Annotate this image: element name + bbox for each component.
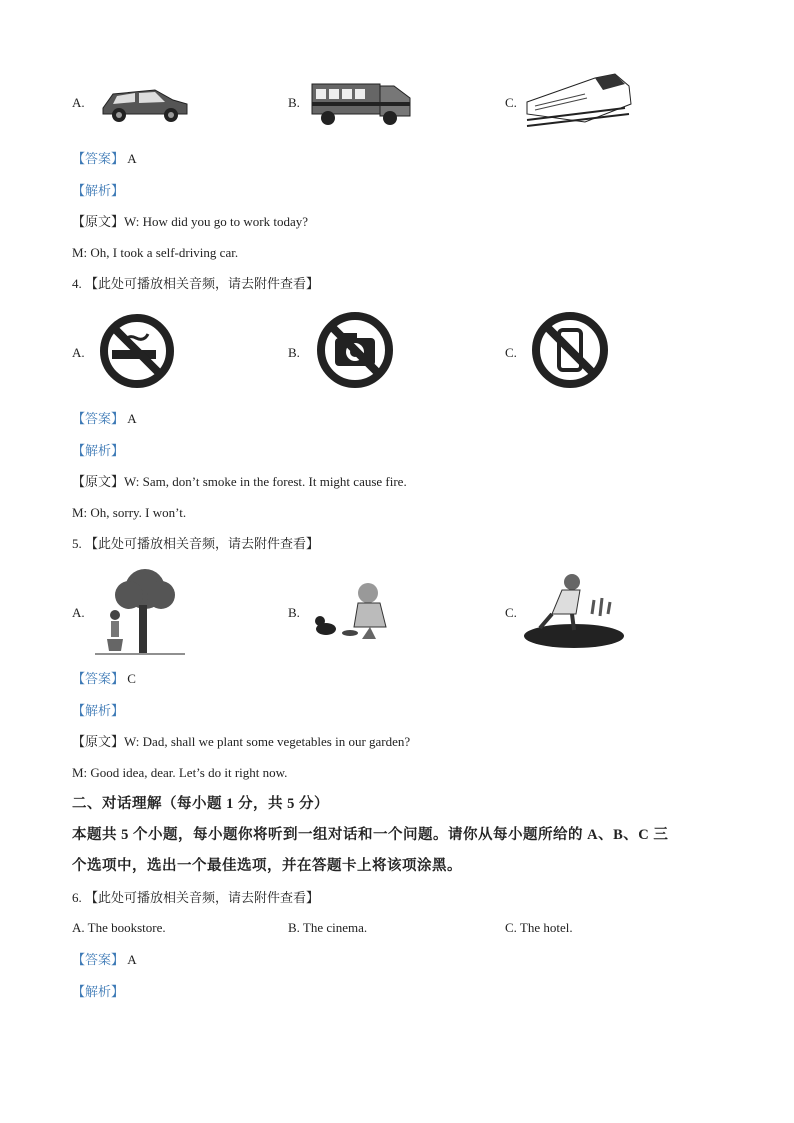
school-bus-image <box>310 72 415 130</box>
section2-title: 二、对话理解（每小题 1 分，共 5 分） <box>72 796 329 812</box>
q4-option-c-label: C. <box>505 345 517 360</box>
q4-option-a-label: A. <box>72 345 85 360</box>
q4-title: 4. 【此处可播放相关音频，请去附件查看】 <box>72 276 320 291</box>
q5-option-a-label: A. <box>72 605 85 620</box>
high-speed-train-image <box>525 70 635 132</box>
answer-tag: 【答案】 <box>72 151 125 166</box>
q6-analysis-tag: 【解析】 <box>72 984 125 999</box>
q3-option-a-label: A. <box>72 95 85 110</box>
transcript-w-text: W: Sam, don’t smoke in the forest. It might cause fire. <box>124 474 407 489</box>
q3-option-c-label: C. <box>505 95 517 110</box>
q3-analysis-tag: 【解析】 <box>72 183 125 198</box>
answer-value: A <box>127 952 137 967</box>
gardening-image <box>522 570 626 650</box>
q3-transcript-m: M: Oh, I took a self-driving car. <box>72 245 239 260</box>
q4-answer <box>72 410 137 428</box>
q4-analysis-tag: 【解析】 <box>72 443 125 458</box>
q4-transcript-w <box>72 473 407 491</box>
girl-picking-fruit-image <box>95 565 185 657</box>
transcript-w-text: W: How did you go to work today? <box>124 214 309 229</box>
q5-analysis-tag: 【解析】 <box>72 703 125 718</box>
answer-value: A <box>127 151 137 166</box>
q3-option-b-label: B. <box>288 95 300 110</box>
self-driving-car-image <box>95 80 195 125</box>
section2-instructions-1: 本题共 5 个小题，每小题你将听到一组对话和一个问题。请你从每小题所给的 A、B、C 三 <box>72 827 669 843</box>
q5-title: 5. 【此处可播放相关音频，请去附件查看】 <box>72 536 320 551</box>
q4-option-b-label: B. <box>288 345 300 360</box>
q5-option-b-label: B. <box>288 605 300 620</box>
transcript-tag: 【原文】 <box>72 474 125 489</box>
transcript-tag: 【原文】 <box>72 214 125 229</box>
q5-transcript-m: M: Good idea, dear. Let’s do it right now. <box>72 765 288 780</box>
answer-tag: 【答案】 <box>72 952 125 967</box>
no-smoking-sign-image <box>98 312 176 390</box>
transcript-w-text: W: Dad, shall we plant some vegetables in our garden? <box>124 734 411 749</box>
answer-value: A <box>127 411 137 426</box>
q5-transcript-w <box>72 733 410 751</box>
q6-option-b: B. The cinema. <box>288 920 368 935</box>
transcript-tag: 【原文】 <box>72 734 125 749</box>
q6-option-c: C. The hotel. <box>505 920 573 935</box>
q3-answer <box>72 150 137 168</box>
answer-tag: 【答案】 <box>72 411 125 426</box>
q3-transcript-w <box>72 213 308 231</box>
girl-feeding-dog-image <box>310 575 400 645</box>
q5-option-c-label: C. <box>505 605 517 620</box>
answer-value: C <box>127 671 136 686</box>
section2-instructions-2: 个选项中，选出一个最佳选项，并在答题卡上将该项涂黑。 <box>72 858 462 874</box>
no-photography-sign-image <box>315 310 395 390</box>
q6-title: 6. 【此处可播放相关音频，请去附件查看】 <box>72 890 320 905</box>
q5-answer <box>72 670 136 688</box>
q6-answer <box>72 951 137 969</box>
q4-transcript-m: M: Oh, sorry. I won’t. <box>72 505 187 520</box>
q6-option-a: A. The bookstore. <box>72 920 166 935</box>
no-phone-sign-image <box>530 310 610 390</box>
answer-tag: 【答案】 <box>72 671 125 686</box>
